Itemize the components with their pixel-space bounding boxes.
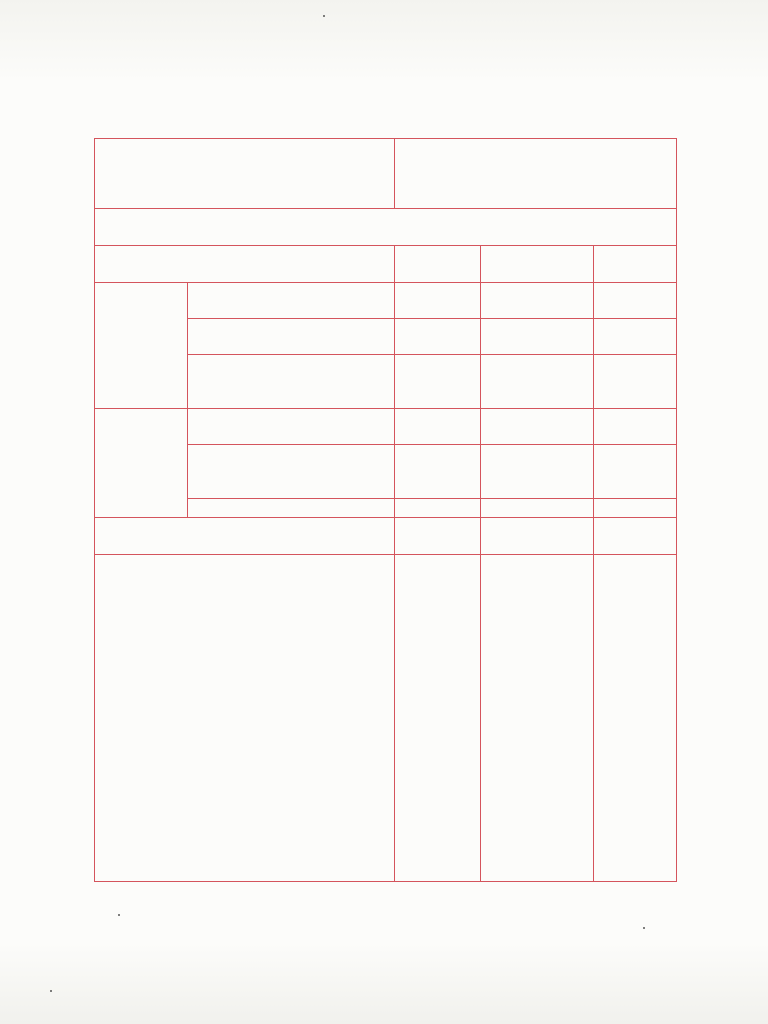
scan-speck (118, 914, 120, 916)
table-border (94, 517, 676, 518)
scan-speck (643, 927, 645, 929)
group-separator (187, 318, 676, 319)
column-divider (593, 245, 594, 882)
group-separator (187, 444, 676, 445)
group-separator (94, 408, 676, 409)
table-border (94, 282, 676, 283)
table-border (94, 554, 676, 555)
column-divider (480, 245, 481, 882)
table-border (94, 245, 676, 246)
scan-speck (323, 15, 325, 17)
table-border (94, 881, 676, 882)
header-divider (394, 138, 395, 208)
table-border (676, 138, 677, 882)
group-separator (187, 498, 676, 499)
column-divider (394, 245, 395, 882)
table-border (94, 138, 676, 139)
table-border (94, 208, 676, 209)
group-separator (187, 354, 676, 355)
scan-speck (50, 990, 52, 992)
table-border (94, 138, 95, 882)
